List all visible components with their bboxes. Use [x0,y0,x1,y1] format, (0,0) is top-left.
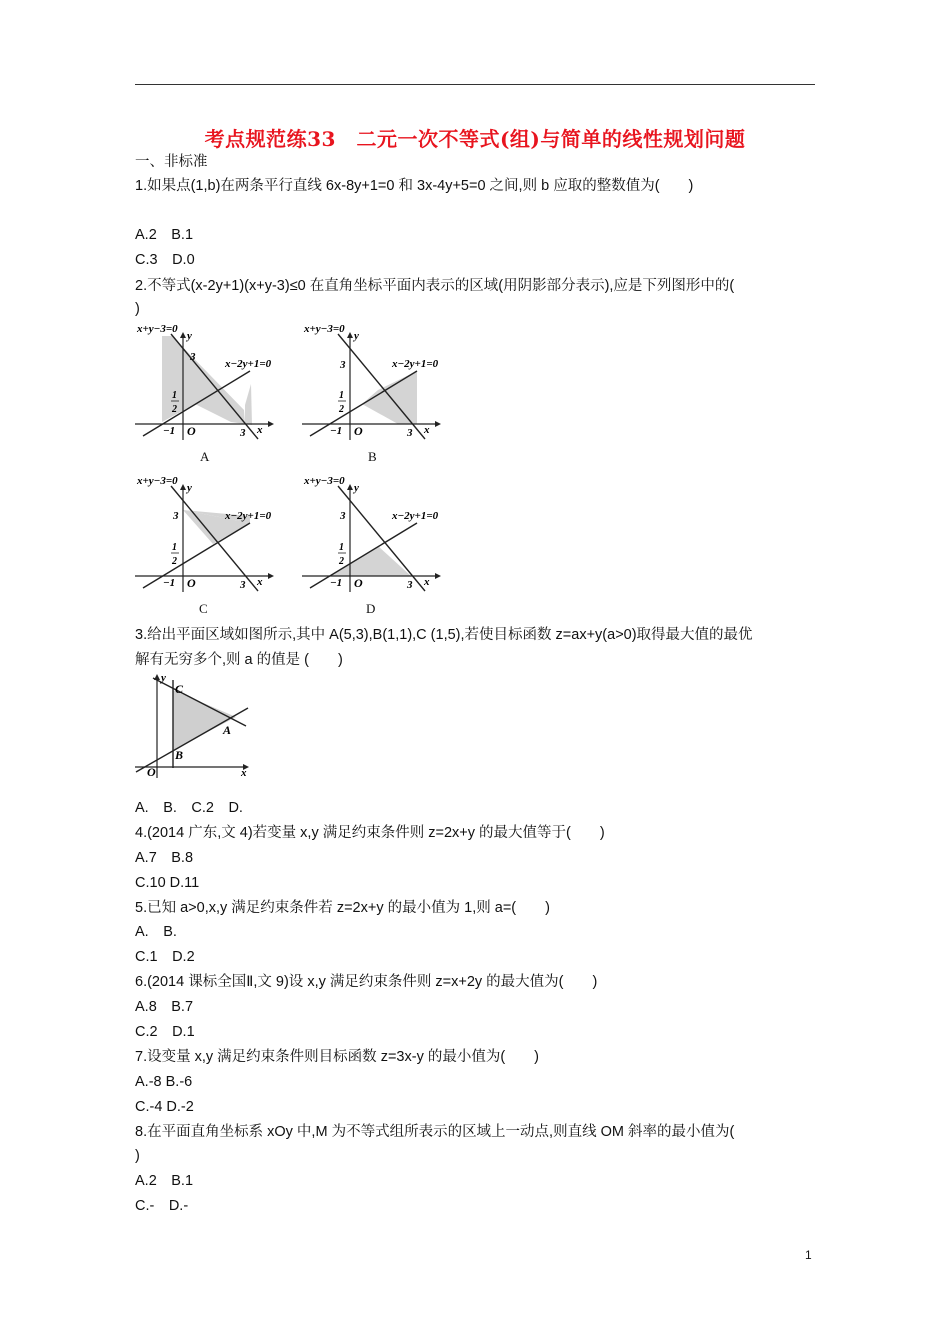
tick-3: 3 [173,510,179,522]
tick-neg1: −1 [163,425,176,437]
tick-half-den: 2 [339,556,344,567]
axis-y-label: y [187,482,192,494]
origin-label: O [354,576,363,590]
q6-stem: 6.(2014 课标全国Ⅱ,文 9)设 x,y 满足约束条件则 z=x+2y 的最大值为( ) [135,974,598,990]
line2-label: x−2y+1=0 [392,510,439,522]
q6-options-ab: A.8 B.7 [135,999,194,1015]
tick-x3: 3 [240,579,246,591]
q3-figure [133,670,258,780]
tick-x3: 3 [407,427,413,439]
caption-a: A [200,449,210,464]
point-a-label: A [223,723,232,737]
q2-stem-line1: 2.不等式(x-2y+1)(x+y-3)≤0 在直角坐标平面内表示的区域(用阴影部分表示),应是下列图形中的( [135,278,735,294]
q1-options-cd: C.3 D.0 [135,252,195,268]
axis-x-label: x [424,576,430,588]
tick-half-num: 1 [339,542,344,553]
caption-b: B [368,449,377,464]
q8-options-cd: C.- D.- [135,1198,189,1214]
caption-c: C [199,601,208,616]
tick-half-den: 2 [172,404,177,415]
axis-y-label: y [161,672,166,684]
q5-options-ab: A. B. [135,924,177,940]
axis-y-label: y [354,482,359,494]
q3-stem-line1: 3.给出平面区域如图所示,其中 A(5,3),B(1,1),C (1,5),若使目标函数 z=ax+y(a>0)取得最大值的最优 [135,627,753,643]
line1-label: x+y−3=0 [304,323,345,335]
q7-options-cd: C.-4 D.-2 [135,1099,194,1115]
q3-stem-line2: 解有无穷多个,则 a 的值是 ( ) [135,652,343,668]
axis-y-label: y [354,330,359,342]
q1-stem: 1.如果点(1,b)在两条平行直线 6x-8y+1=0 和 3x-4y+5=0 之间,则 b 应取的整数值为( ) [135,178,694,194]
q8-stem-line1: 8.在平面直角坐标系 xOy 中,M 为不等式组所表示的区域上一动点,则直线 OM 斜率的最小值为( [135,1124,735,1140]
q4-stem: 4.(2014 广东,文 4)若变量 x,y 满足约束条件则 z=2x+y 的最大值等于( ) [135,825,605,841]
q5-stem: 5.已知 a>0,x,y 满足约束条件若 z=2x+y 的最小值为 1,则 a=( ) [135,900,550,916]
section-heading: 一、非标准 [135,154,208,170]
axis-x-label: x [257,576,263,588]
q6-options-cd: C.2 D.1 [135,1024,195,1040]
page-number: 1 [805,1248,812,1262]
tick-3: 3 [340,510,346,522]
tick-3: 3 [340,359,346,371]
tick-neg1: −1 [330,577,343,589]
q2-figure-b [300,320,450,445]
q2-figure-d [300,472,450,597]
q1-options-ab: A.2 B.1 [135,227,194,243]
page-title: 考点规范练33 二元一次不等式(组)与简单的线性规划问题 [204,127,746,151]
header-rule [135,84,815,85]
line1-label: x+y−3=0 [304,475,345,487]
tick-half-den: 2 [339,404,344,415]
q2-figure-a [133,320,283,445]
point-c-label: C [175,682,184,696]
tick-neg1: −1 [163,577,176,589]
q4-options-cd: C.10 D.11 [135,875,200,891]
line2-label: x−2y+1=0 [225,358,272,370]
q2-stem-line2: ) [135,301,140,317]
line1-label: x+y−3=0 [137,475,178,487]
axis-x-label: x [257,424,263,436]
origin-label: O [187,576,196,590]
origin-label: O [147,765,156,779]
tick-half-den: 2 [172,556,177,567]
q2-figure-c [133,472,283,597]
axis-y-label: y [187,330,192,342]
point-b-label: B [175,748,184,762]
q7-stem: 7.设变量 x,y 满足约束条件则目标函数 z=3x-y 的最小值为( ) [135,1049,540,1065]
tick-x3: 3 [240,427,246,439]
q4-options-ab: A.7 B.8 [135,850,194,866]
q5-options-cd: C.1 D.2 [135,949,195,965]
tick-half-num: 1 [172,542,177,553]
tick-3: 3 [190,351,196,363]
tick-x3: 3 [407,579,413,591]
q7-options-ab: A.-8 B.-6 [135,1074,193,1090]
tick-half-num: 1 [172,390,177,401]
caption-d: D [366,601,376,616]
origin-label: O [354,424,363,438]
tick-half-num: 1 [339,390,344,401]
q8-options-ab: A.2 B.1 [135,1173,194,1189]
q3-options: A. B. C.2 D. [135,800,243,816]
q8-stem-line2: ) [135,1148,140,1164]
line2-label: x−2y+1=0 [392,358,439,370]
origin-label: O [187,424,196,438]
axis-x-label: x [241,767,247,779]
line2-label: x−2y+1=0 [225,510,272,522]
tick-neg1: −1 [330,425,343,437]
axis-x-label: x [424,424,430,436]
line1-label: x+y−3=0 [137,323,178,335]
